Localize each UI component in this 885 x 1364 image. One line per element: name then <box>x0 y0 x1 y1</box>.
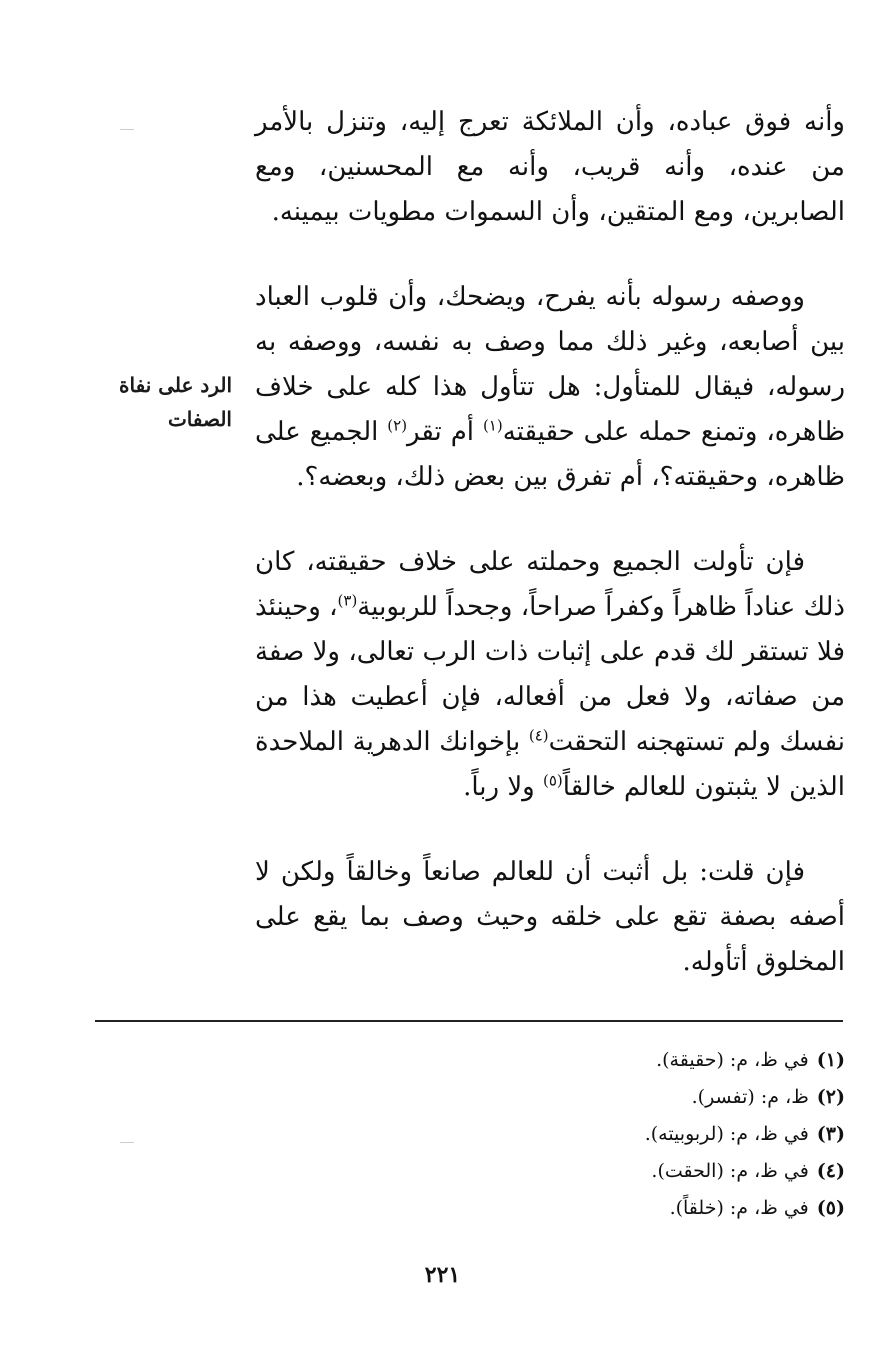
paragraph-2-text-c: الجميع على ظاهره، وحقيقته؟، أم تفرق بين بعض ذلك، وبعضه؟. <box>255 417 845 492</box>
main-text-body <box>255 100 845 1025</box>
scan-edge-mark-bottom <box>120 1142 134 1143</box>
footnote-marker-4: (٤) <box>528 726 549 745</box>
paragraph-1 <box>255 100 845 235</box>
paragraph-4-text: فإن قلت: بل أثبت أن للعالم صانعاً وخالقاً ولكن لا أصفه بصفة تقع على خلقه وحيث وصف بما يقع على المخلوق أتأوله. <box>255 857 845 977</box>
footnote-5 <box>300 1190 845 1227</box>
paragraph-3-text-d: ولا رباً. <box>463 772 543 802</box>
paragraph-1-text: وأنه فوق عباده، وأن الملائكة تعرج إليه، وتنزل بالأمر من عنده، وأنه قريب، وأنه مع المحسنين، ومع الصابرين، ومع المتقين، وأن السموات مطويات بيمينه. <box>255 107 845 227</box>
footnote-number: (٥) <box>816 1197 845 1219</box>
footnote-marker-1: (١) <box>482 416 503 435</box>
footnote-number: (٣) <box>816 1123 845 1145</box>
footnote-number: (١) <box>816 1049 845 1071</box>
footnote-text: ظ، م: (تفسر). <box>691 1086 809 1108</box>
paragraph-3-text-a: فإن تأولت الجميع وحملته على خلاف حقيقته، كان ذلك عناداً ظاهراً وكفراً صراحاً، وجحداً للربوبية <box>255 547 846 622</box>
footnote-marker-5: (٥) <box>543 771 563 790</box>
footnotes-list <box>300 1042 845 1227</box>
paragraph-4 <box>255 850 845 985</box>
paragraph-2 <box>255 275 845 500</box>
paragraph-2-text-a: ووصفه رسوله بأنه يفرح، ويضحك، وأن قلوب العباد بين أصابعه، وغير ذلك مما وصف به نفسه، ووصفه به رسوله، فيقال للمتأول: هل تتأول هذا كله على خلاف ظاهره، وتمنع حمله على حقيقته <box>255 282 846 447</box>
footnote-marker-3: (٣) <box>337 591 358 610</box>
footnote-1 <box>300 1042 845 1079</box>
paragraph-3 <box>255 540 845 810</box>
footnote-number: (٤) <box>816 1160 845 1182</box>
scan-edge-mark-top <box>120 129 134 130</box>
footnote-2 <box>300 1079 845 1116</box>
footnote-text: في ظ، م: (خلقاً). <box>669 1197 809 1219</box>
footnote-text: في ظ، م: (حقيقة). <box>656 1049 809 1071</box>
footnote-divider <box>95 1020 843 1022</box>
footnote-text: في ظ، م: (الحقت). <box>651 1160 809 1182</box>
footnote-4 <box>300 1153 845 1190</box>
paragraph-2-text-b: أم تقر <box>407 417 483 447</box>
margin-note: الرد على نفاة الصفات <box>119 373 232 431</box>
paragraph-3-text-c: بإخوانك الدهرية الملاحدة الذين لا يثبتون للعالم خالقاً <box>255 727 845 802</box>
footnote-number: (٢) <box>816 1086 845 1108</box>
footnote-marker-2: (٢) <box>387 416 408 435</box>
footnote-3 <box>300 1116 845 1153</box>
footnote-text: في ظ، م: (لربوبيته). <box>644 1123 809 1145</box>
page-number: ٢٢١ <box>424 1262 461 1288</box>
paragraph-3-text-b: ، وحينئذ فلا تستقر لك قدم على إثبات ذات الرب تعالى، ولا صفة من صفاته، ولا فعل من أفعاله، فإن أعطيت هذا من نفسك ولم تستهجنه التحقت <box>255 592 845 757</box>
